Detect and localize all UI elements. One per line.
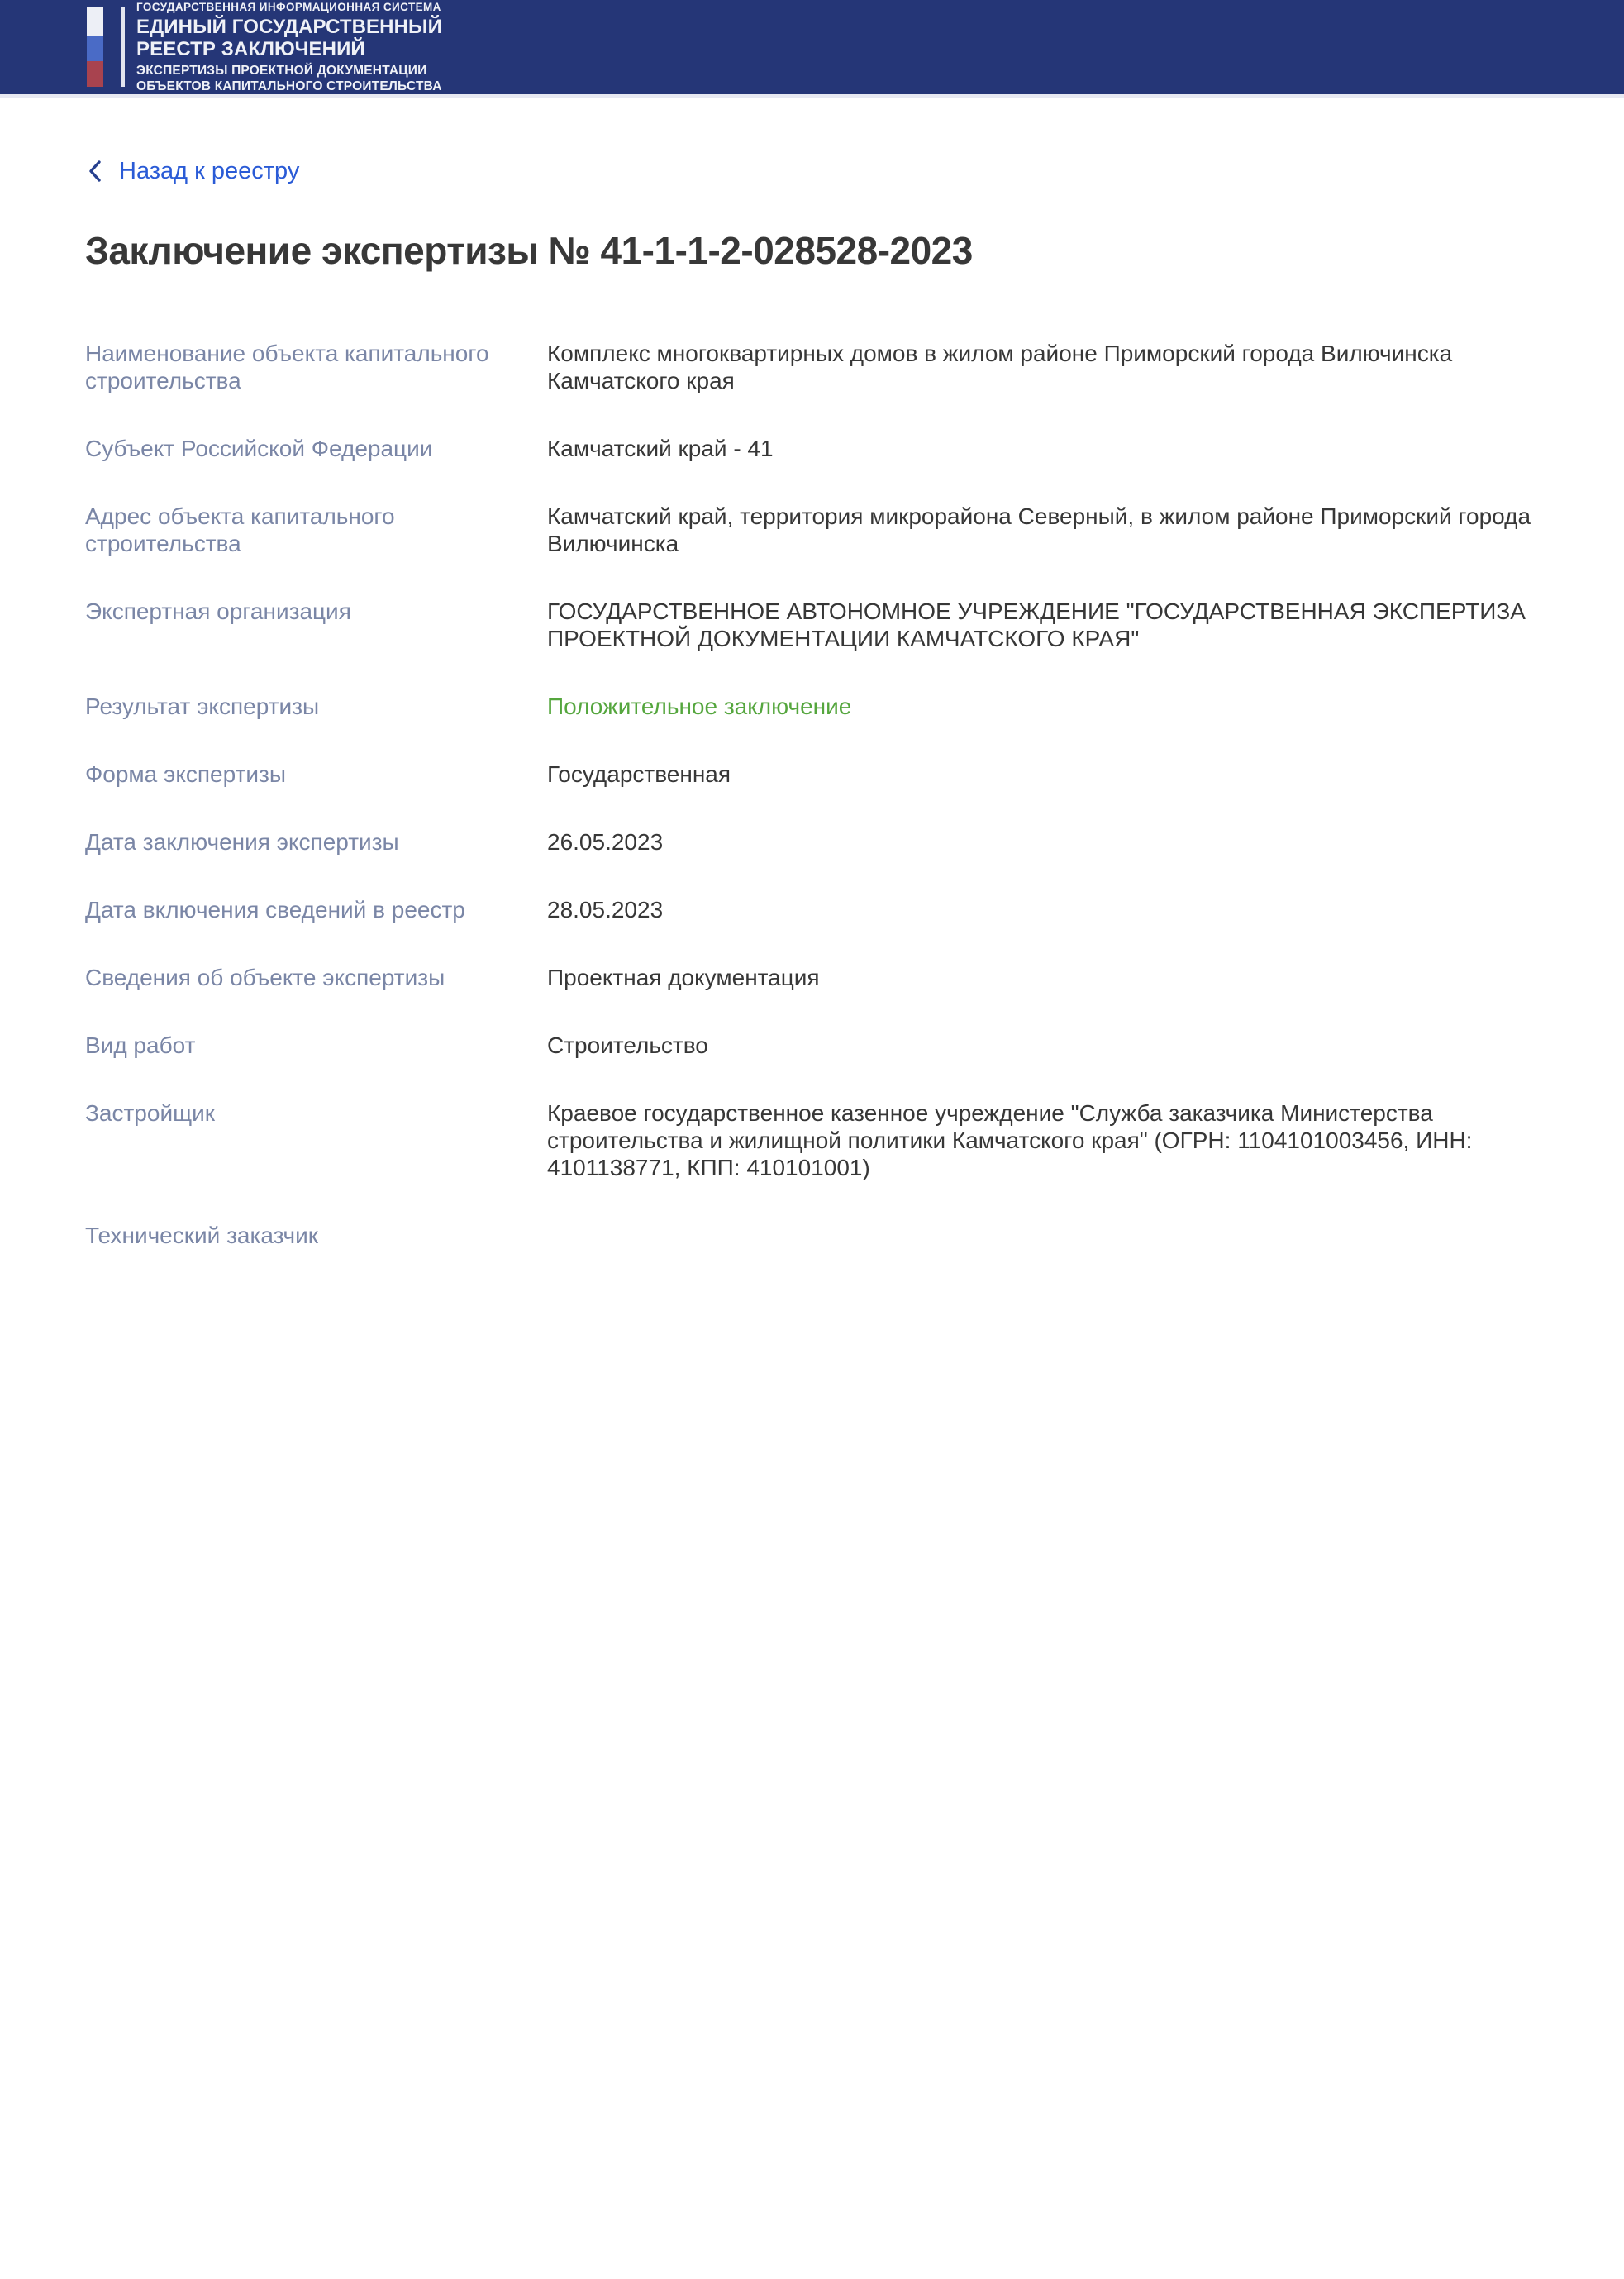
field-value: Проектная документация: [547, 965, 820, 990]
field-value: Камчатский край - 41: [547, 436, 774, 461]
field-row: [85, 693, 1579, 720]
field-value: Камчатский край, территория микрорайона Северный, в жилом районе Приморский города Вилючинска: [547, 503, 1531, 556]
field-label: Застройщик: [85, 1100, 216, 1126]
field-value: [547, 1222, 1579, 1249]
conclusion-detail-page: [0, 98, 1624, 1389]
field-row: [85, 964, 1579, 991]
page-title: Заключение экспертизы № 41-1-1-2-028528-2023: [85, 229, 973, 272]
logo-text: [136, 1, 442, 94]
field-label: Наименование объекта капитального строительства: [85, 341, 489, 393]
logo-title-line-2: РЕЕСТР ЗАКЛЮЧЕНИЙ: [136, 37, 365, 60]
back-to-register-label: Назад к реестру: [119, 158, 300, 184]
field-label: Дата заключения экспертизы: [85, 829, 399, 855]
field-row: [85, 598, 1579, 652]
field-row: [85, 1032, 1579, 1059]
field-value: Краевое государственное казенное учреждение "Служба заказчика Министерства строительства и жилищной политики Камчатского края" (ОГРН: 1104101003456, ИНН: 4101138771, КПП: 410101001): [547, 1100, 1473, 1180]
app-logo[interactable]: [87, 1, 442, 94]
field-value: Комплекс многоквартирных домов в жилом районе Приморский города Вилючинска Камчатского края: [547, 341, 1453, 393]
field-label: Сведения об объекте экспертизы: [85, 965, 445, 990]
field-value: 28.05.2023: [547, 897, 664, 923]
field-row: [85, 1222, 1579, 1249]
field-label: Результат экспертизы: [85, 694, 320, 719]
field-row: [85, 435, 1579, 462]
field-value: Государственная: [547, 761, 731, 787]
field-label: Форма экспертизы: [85, 761, 287, 787]
field-row: [85, 1099, 1579, 1181]
field-value: 26.05.2023: [547, 829, 664, 855]
field-label: Вид работ: [85, 1032, 196, 1058]
details-list: [85, 340, 1579, 1249]
chevron-left-icon: [85, 159, 105, 184]
field-row: [85, 340, 1579, 394]
logo-subtitle-line-2: ОБЪЕКТОВ КАПИТАЛЬНОГО СТРОИТЕЛЬСТВА: [136, 79, 442, 93]
app-header: [0, 0, 1624, 98]
logo-divider: [121, 7, 125, 87]
field-row: [85, 760, 1579, 788]
russian-flag-icon: [87, 7, 103, 87]
field-row: [85, 503, 1579, 557]
field-label: Субъект Российской Федерации: [85, 436, 433, 461]
field-label: Дата включения сведений в реестр: [85, 897, 465, 923]
field-label: Экспертная организация: [85, 598, 351, 624]
field-row: [85, 896, 1579, 923]
field-value: ГОСУДАРСТВЕННОЕ АВТОНОМНОЕ УЧРЕЖДЕНИЕ "ГОСУДАРСТВЕННАЯ ЭКСПЕРТИЗА ПРОЕКТНОЙ ДОКУМЕНТАЦИИ КАМЧАТСКОГО КРАЯ": [547, 598, 1526, 651]
logo-system-line: ГОСУДАРСТВЕННАЯ ИНФОРМАЦИОННАЯ СИСТЕМА: [136, 0, 441, 13]
back-to-register-link[interactable]: [85, 157, 299, 185]
logo-title-line-1: ЕДИНЫЙ ГОСУДАРСТВЕННЫЙ: [136, 15, 442, 38]
field-value: Строительство: [547, 1032, 708, 1058]
field-label: Адрес объекта капитального строительства: [85, 503, 395, 556]
field-label: Технический заказчик: [85, 1223, 318, 1248]
field-row: [85, 828, 1579, 856]
logo-subtitle-line-1: ЭКСПЕРТИЗЫ ПРОЕКТНОЙ ДОКУМЕНТАЦИИ: [136, 63, 427, 78]
field-value: Положительное заключение: [547, 694, 852, 719]
